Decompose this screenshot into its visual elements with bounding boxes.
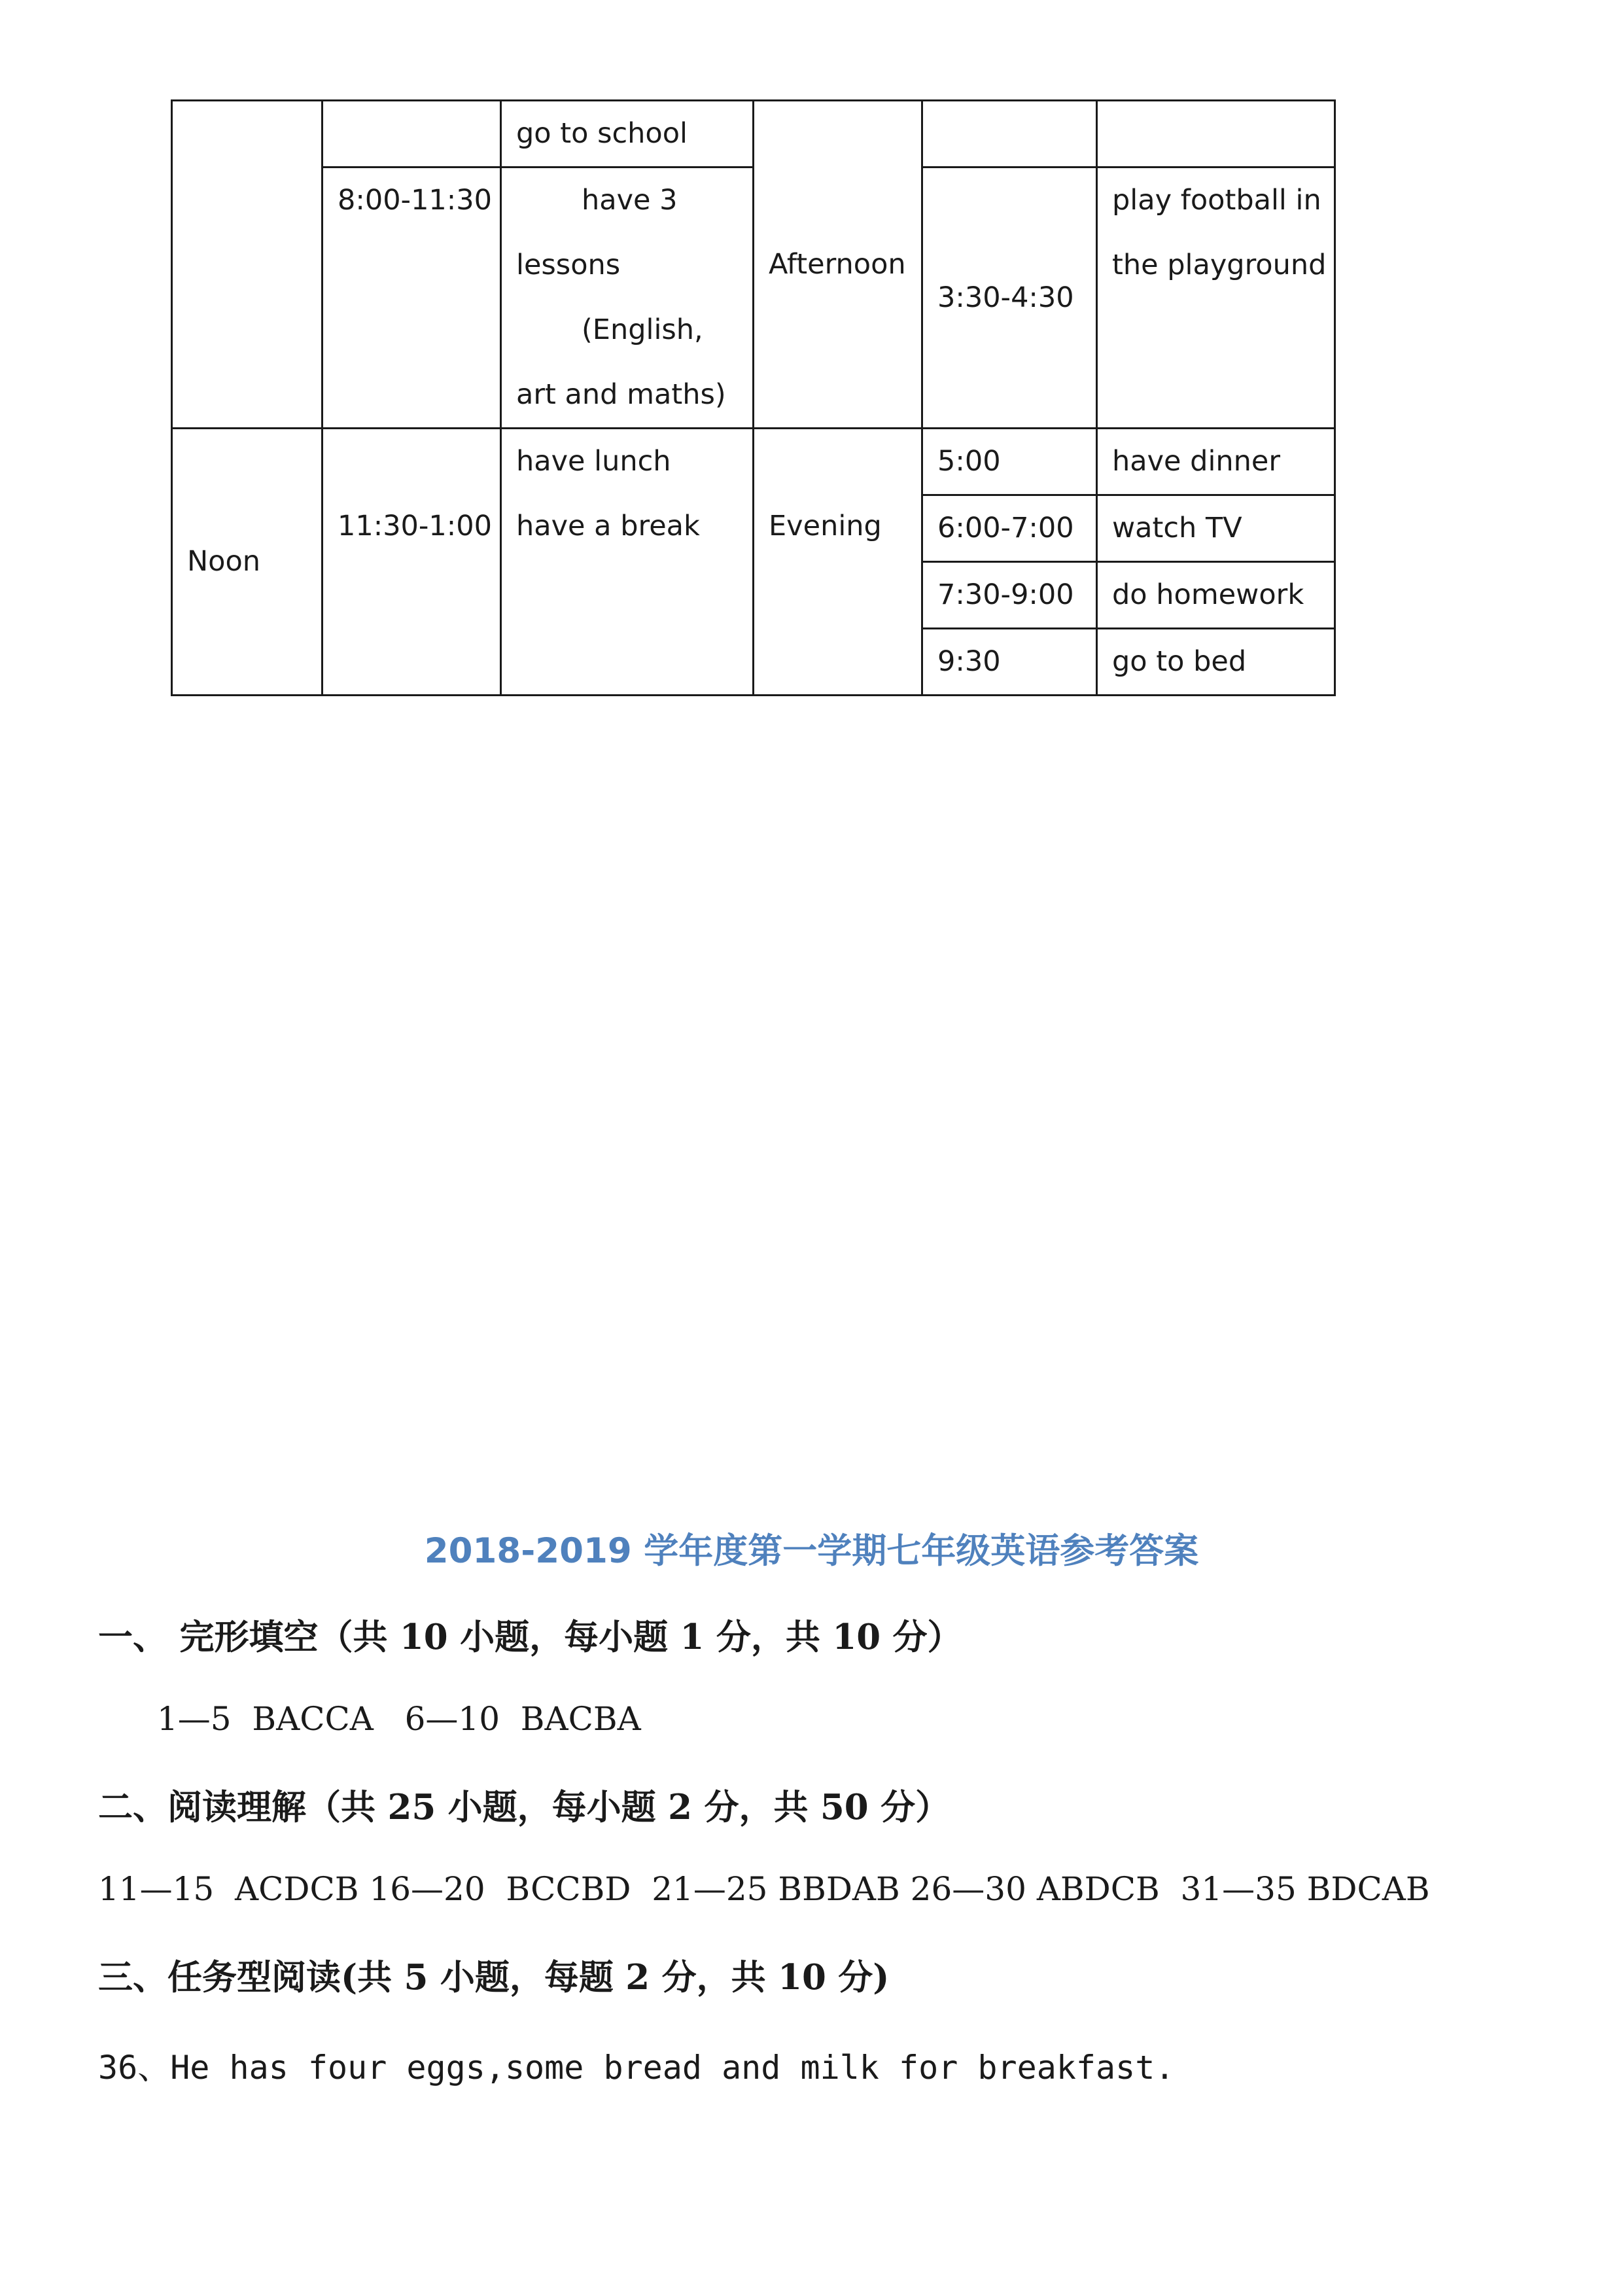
- time-cell: 7:30-9:00: [922, 562, 1097, 629]
- answer-key-title: 2018-2019 学年度第一学期七年级英语参考答案: [424, 1531, 1199, 1571]
- time-cell: 5:00: [922, 429, 1097, 495]
- activity-cell: go to bed: [1097, 629, 1335, 696]
- period-cell-afternoon: Afternoon: [754, 101, 922, 429]
- time-text: 11:30-1:00: [338, 510, 492, 542]
- period-cell-morning: [172, 101, 323, 429]
- activity-text: play football in: [1112, 184, 1321, 217]
- period-cell-noon: Noon: [172, 429, 323, 696]
- time-cell: [323, 429, 501, 696]
- schedule-table: [171, 99, 1336, 696]
- activity-cell: have dinner: [1097, 429, 1335, 495]
- activity-cell: [1097, 168, 1335, 429]
- section-1-title: 一、 完形填空（共 10 小题，每小题 1 分，共 10 分）: [98, 1617, 962, 1657]
- table-row: [172, 101, 1335, 168]
- time-cell: 9:30: [922, 629, 1097, 696]
- activity-cell: go to school: [501, 101, 754, 168]
- activity-text: (English,: [582, 313, 703, 346]
- time-cell: 6:00-7:00: [922, 495, 1097, 562]
- activity-text: art and maths): [516, 378, 726, 411]
- activity-cell: [1097, 101, 1335, 168]
- period-cell-evening: [754, 429, 922, 696]
- time-cell: [922, 101, 1097, 168]
- period-text: Evening: [769, 510, 882, 542]
- time-cell: 8:00-11:30: [323, 168, 501, 429]
- activity-text: have 3: [582, 184, 678, 217]
- activity-cell: [501, 168, 754, 429]
- section-3-title: 三、任务型阅读(共 5 小题，每题 2 分，共 10 分): [98, 1957, 890, 1998]
- activity-text: have lunch: [516, 445, 671, 478]
- activity-text: the playground: [1112, 249, 1327, 281]
- time-cell: 3:30-4:30: [922, 168, 1097, 429]
- time-cell: [323, 101, 501, 168]
- activity-text: have a break: [516, 510, 700, 542]
- section-2-answers: 11—15 ACDCB 16—20 BCCBD 21—25 BBDAB 26—30 ABDCB 31—35 BDCAB: [98, 1870, 1430, 1908]
- activity-cell: do homework: [1097, 562, 1335, 629]
- section-1-answers: 1—5 BACCA 6—10 BACBA: [157, 1700, 641, 1738]
- activity-cell: [501, 429, 754, 696]
- section-2-title: 二、阅读理解（共 25 小题，每小题 2 分，共 50 分）: [98, 1787, 951, 1828]
- activity-cell: watch TV: [1097, 495, 1335, 562]
- activity-text: lessons: [516, 249, 621, 281]
- answer-36: 36、He has four eggs,some bread and milk for breakfast.: [98, 2049, 1175, 2087]
- table-row: [172, 429, 1335, 495]
